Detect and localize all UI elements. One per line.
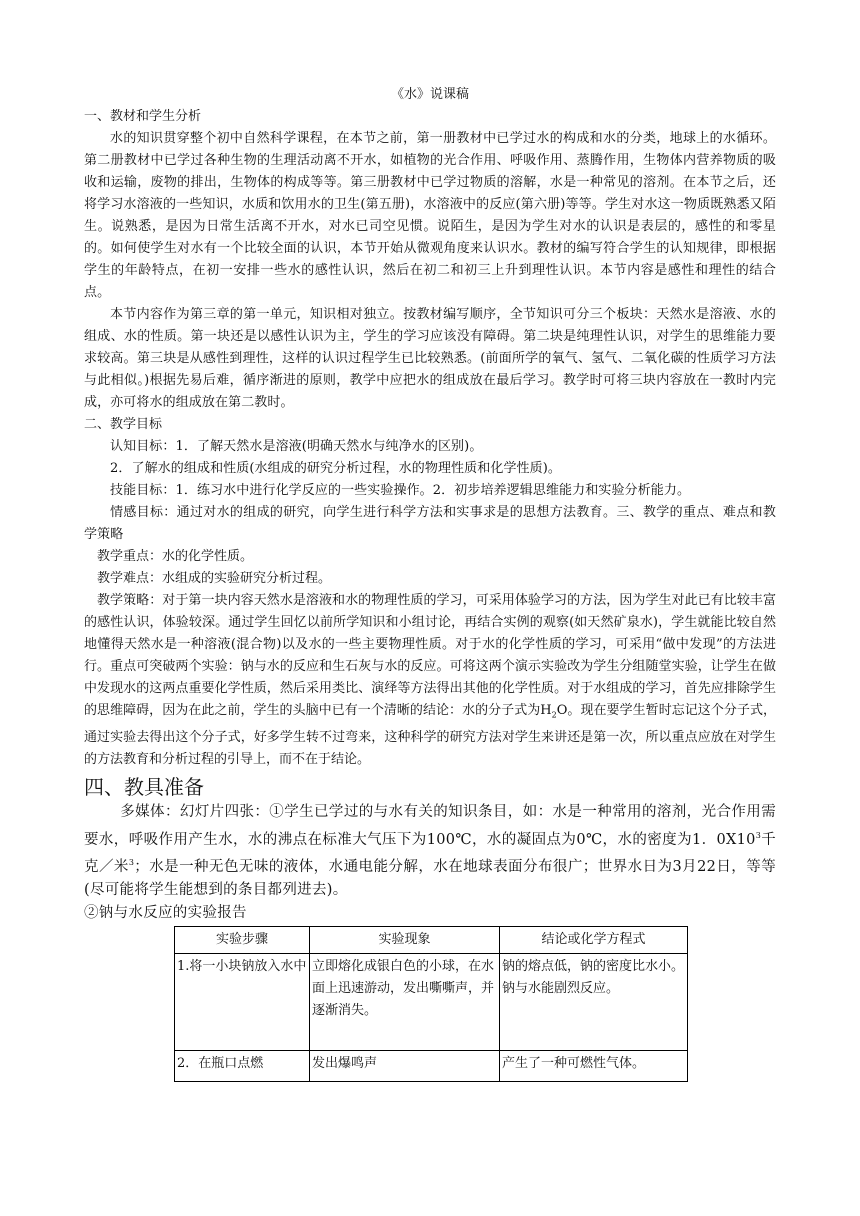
table-cell: 1.将一小块钠放入水中 [175,954,310,1051]
document-page [84,84,776,1082]
media-superscript-2: 3 [128,858,135,868]
media-text-c: ；水是一种无色无味的液体，水通电能分解，水在地球表面分布很广；世界水日为3月22日，等等(尽可能将学生能想到的条目都列进去)。 [84,859,776,899]
table-cell: 发出爆鸣声 [310,1051,500,1082]
media-superscript-1: 3 [755,830,762,840]
section-heading-1: 一、教材和学生分析 [84,109,202,124]
table-cell: 立即熔化成银白色的小球，在水面上迅速游动，发出嘶嘶声，并逐渐消失。 [310,954,500,1051]
strategy-subscript: 2 [551,710,557,720]
experiment-report-table [174,926,688,1082]
strategy-text-b: O。现在要学生暂时忘记这个分子式，通过实验去得出这个分子式，好多学生转不过弯来，这种科学的研究方法对学生来讲还是第一次，所以重点应放在对学生的方法教育和分析过程的引导上，而不在于结论。 [84,703,776,767]
table-row [175,954,688,1051]
media-paragraph [84,801,776,903]
goal-emotion: 情感目标：通过对水的组成的研究，向学生进行科学方法和实事求是的思想方法教育。三、教学的重点、难点和教学策略 [84,505,776,542]
teaching-key-point: 教学重点：水的化学性质。 [97,549,254,564]
table-cell: 钠的熔点低，钠的密度比水小。钠与水能剧烈反应。 [500,954,688,1051]
media-text-a: 多媒体：幻灯片四张：①学生已学过的与水有关的知识条目，如：水是一种常用的溶剂，光合作用需要水，呼吸作用产生水，水的沸点在标准大气压下为100℃，水的凝固点为0℃，水的密度为1．0X10 [84,803,776,848]
media-text-b: 千克／米 [84,831,776,876]
section-heading-4: 四、教具准备 [84,774,204,799]
paragraph-2: 本节内容作为第三章的第一单元，知识相对独立。按教材编写顺序，全节知识可分三个板块：天然水是溶液、水的组成、水的性质。第一块还是以感性认识为主，学生的学习应该没有障碍。第二块是纯理性认识，对学生的思维能力要求较高。第三块是从感性到理性，这样的认识过程学生已比较熟悉。(前面所学的氧气、氢气、二氧化碳的性质学习方法与此相似。)根据先易后难，循序渐进的原则，教学中应把水的组成放在最后学习。教学时可将三块内容放在一教时内完成，亦可将水的组成放在第二教时。 [84,307,776,410]
paragraph-1: 水的知识贯穿整个初中自然科学课程，在本节之前，第一册教材中已学过水的构成和水的分类，地球上的水循环。第二册教材中已学过各种生物的生理活动离不开水，如植物的光合作用、呼吸作用、蒸腾作用，生物体内营养物质的吸收和运输，废物的排出，生物体的构成等等。第三册教材中已学过物质的溶解，水是一种常见的溶剂。在本节之后，还将学习水溶液的一些知识，水质和饮用水的卫生(第五册)，水溶液中的反应(第六册)等等。学生对水这一物质既熟悉又陌生。说熟悉，是因为日常生活离不开水，对水已司空见惯。说陌生，是因为学生对水的认识是表层的，感性的和零星的。如何使学生对水有一个比较全面的认识，本节开始从微观角度来认识水。教材的编写符合学生的认知规律，即根据学生的年龄特点，在初一安排一些水的感性认识，然后在初二和初三上升到理性认识。本节内容是感性和理性的结合点。 [84,131,776,300]
media-report-title: ②钠与水反应的实验报告 [84,905,247,922]
document-title: 《水》说课稿 [390,87,469,102]
table-cell: 产生了一种可燃性气体。 [500,1051,688,1082]
goal-cognitive-1: 认知目标：1．了解天然水是溶液(明确天然水与纯净水的区别)。 [110,439,483,454]
goal-skill: 技能目标：1．练习水中进行化学反应的一些实验操作。2．初步培养逻辑思维能力和实验分析能力。 [110,483,691,498]
table-header-step: 实验步骤 [175,927,310,954]
teaching-strategy [84,590,776,771]
table-row [175,1051,688,1082]
table-header-phenomenon: 实验现象 [310,927,500,954]
table-header-row [175,927,688,954]
section-heading-2: 二、教学目标 [84,417,163,432]
table-cell: 2．在瓶口点燃 [175,1051,310,1082]
goal-cognitive-2: 2．了解水的组成和性质(水组成的研究分析过程，水的物理性质和化学性质)。 [110,461,562,476]
table-header-conclusion: 结论或化学方程式 [500,927,688,954]
strategy-text-a: 教学策略：对于第一块内容天然水是溶液和水的物理性质的学习，可采用体验学习的方法，因为学生对此已有比较丰富的感性认识，体验较深。通过学生回忆以前所学知识和小组讨论，再结合实例的观察(如天然矿泉水)，学生就能比较自然地懂得天然水是一种溶液(混合物)以及水的一些主要物理性质。对于水的化学性质的学习，可采用“做中发现”的方法进行。重点可突破两个实验：钠与水的反应和生石灰与水的反应。可将这两个演示实验改为学生分组随堂实验，让学生在做中发现水的这两点重要化学性质，然后采用类比、演绎等方法得出其他的化学性质。对于水组成的学习，首先应排除学生的思维障碍，因为在此之前，学生的头脑中已有一个清晰的结论：水的分子式为H [84,593,776,718]
teaching-difficulty: 教学难点：水组成的实验研究分析过程。 [97,571,332,586]
